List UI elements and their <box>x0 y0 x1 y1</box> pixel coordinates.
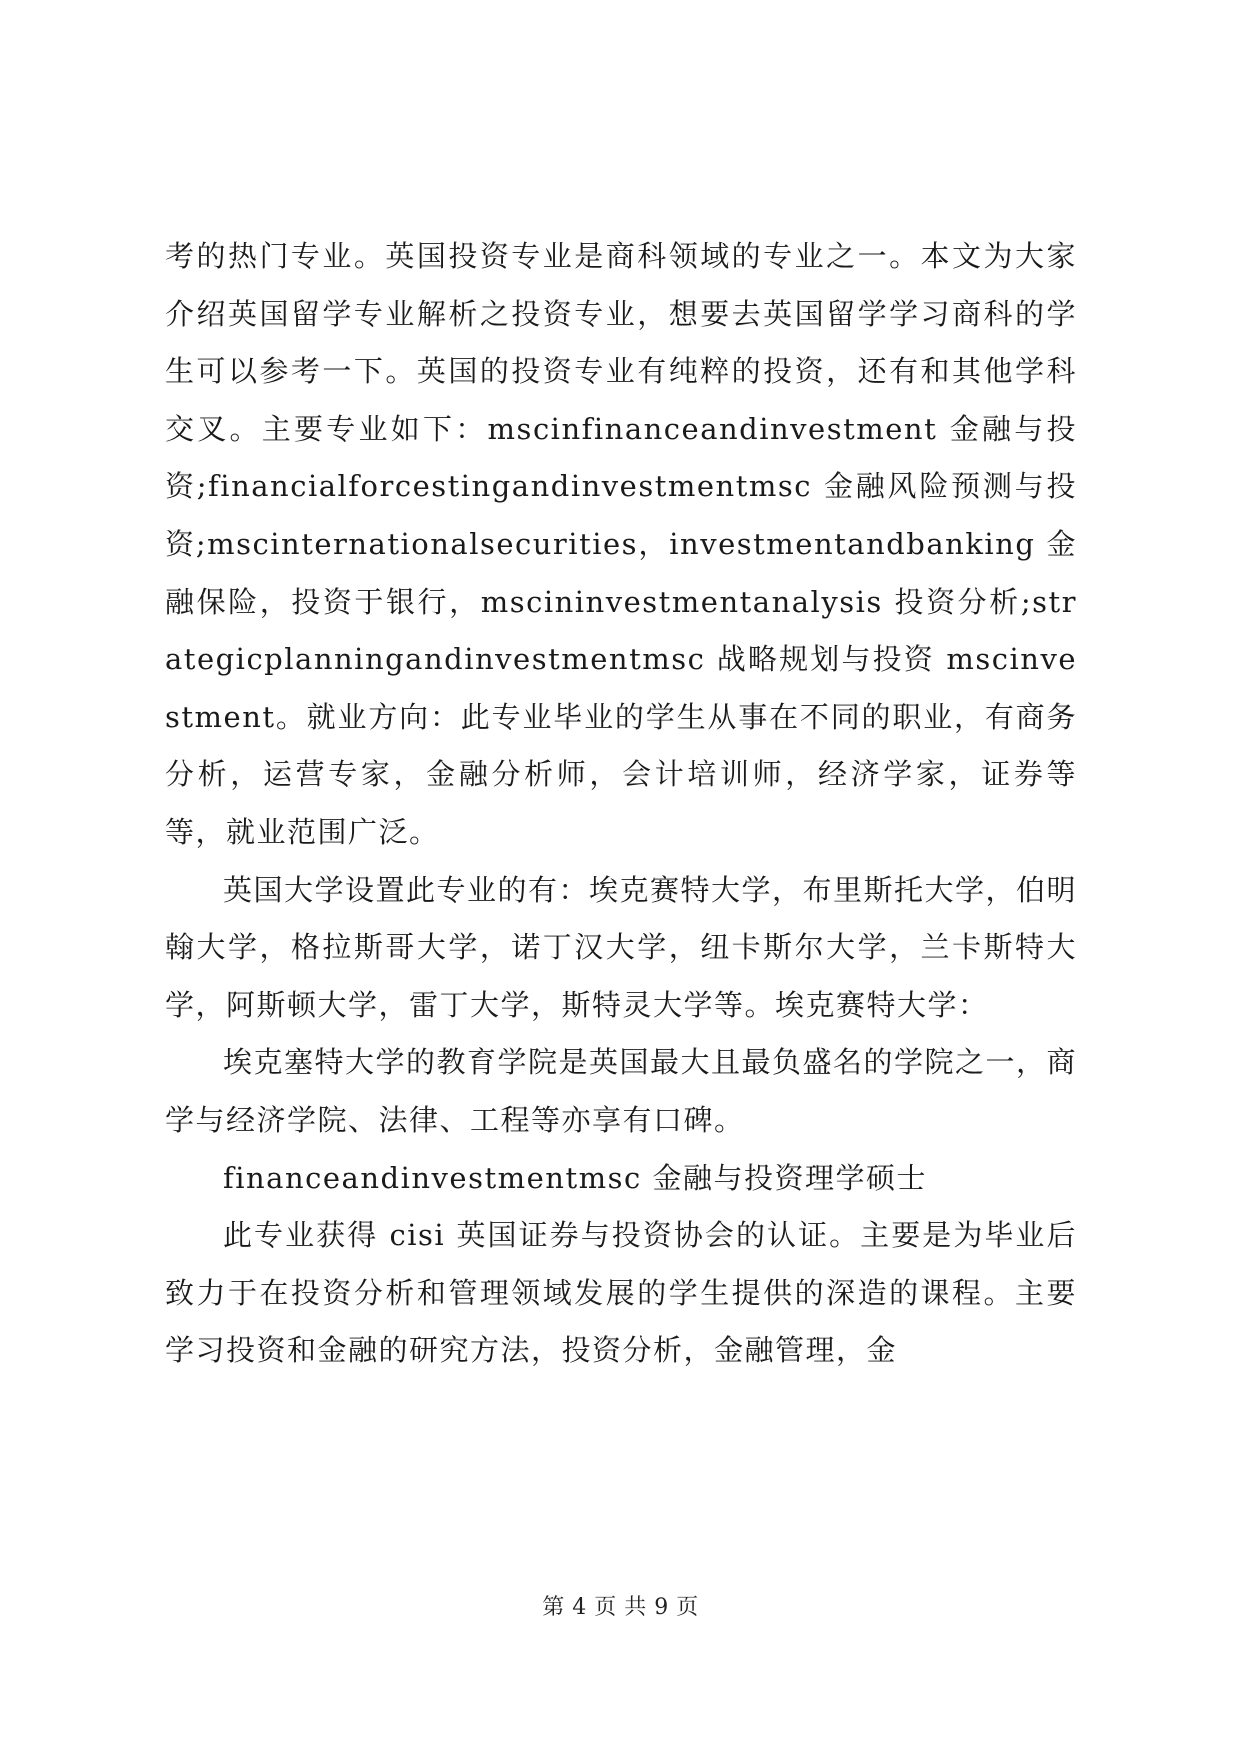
paragraph-universities: 英国大学设置此专业的有：埃克赛特大学，布里斯托大学，伯明翰大学，格拉斯哥大学，诺丁汉大学，纽卡斯尔大学，兰卡斯特大学，阿斯顿大学，雷丁大学，斯特灵大学等。埃克赛特大学： <box>165 872 1078 1022</box>
paragraph-continuation: 考的热门专业。英国投资专业是商科领域的专业之一。本文为大家介绍英国留学专业解析之投资专业，想要去英国留学学习商科的学生可以参考一下。英国的投资专业有纯粹的投资，还有和其他学科交叉。主要专业如下：mscinfinanceandinvestment 金融与投资;financialforcestingandinvestmentmsc 金融风险预测与投资;mscinternationalsecurities，investmentandbanking 金融保险，投资于银行，mscininvestmentanalysis 投资分析;strategicplanningandinvestmentmsc 战略规划与投资 mscinvestment。就业方向：此专业毕业的学生从事在不同的职业，有商务分析，运营专家，金融分析师，会计培训师，经济学家，证券等等，就业范围广泛。 <box>165 239 1077 849</box>
paragraph-program-description: 此专业获得 cisi 英国证券与投资协会的认证。主要是为毕业后致力于在投资分析和管理领域发展的学生提供的深造的课程。主要学习投资和金融的研究方法，投资分析，金融管理，金 <box>165 1218 1077 1368</box>
paragraph-exeter: 埃克塞特大学的教育学院是英国最大且最负盛名的学院之一，商学与经济学院、法律、工程等亦享有口碑。 <box>165 1045 1078 1137</box>
paragraph-program-title: financeandinvestmentmsc 金融与投资理学硕士 <box>223 1160 927 1195</box>
page-number-footer: 第 4 页 共 9 页 <box>542 1595 699 1620</box>
document-body <box>165 228 1077 1380</box>
